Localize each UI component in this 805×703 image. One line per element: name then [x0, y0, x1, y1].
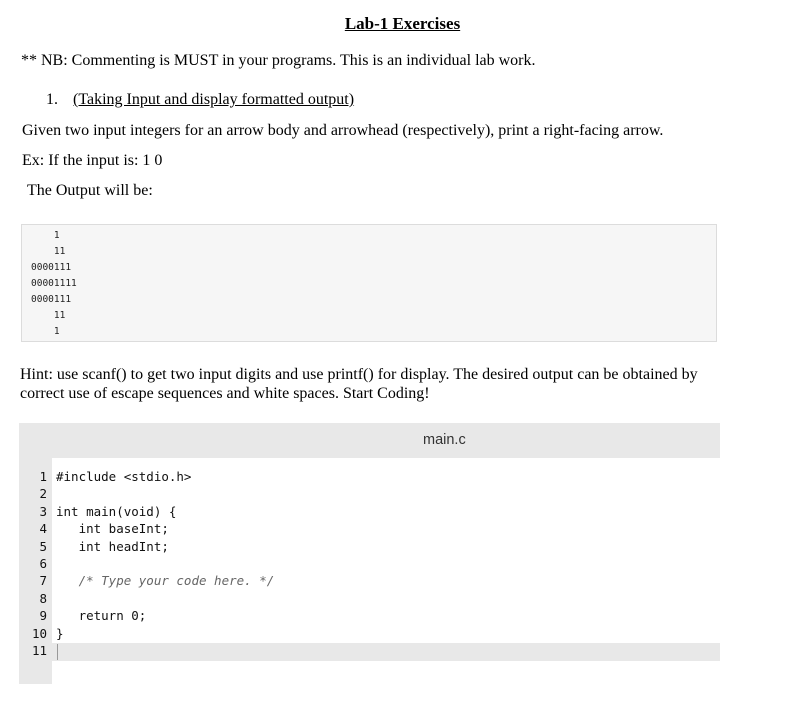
line-number: 4	[39, 521, 47, 537]
line-number: 5	[39, 538, 47, 554]
exercise-description: Given two input integers for an arrow body and arrowhead (respectively), print a right-facing arrow.	[22, 122, 664, 139]
editor-header	[19, 423, 720, 458]
exercise-heading	[46, 90, 354, 110]
code-line-return[interactable]: return 0;	[56, 608, 147, 624]
line-number: 6	[39, 556, 47, 571]
text-cursor	[57, 644, 58, 660]
code-line-main[interactable]: int main(void) {	[56, 503, 177, 519]
line-number: 2	[39, 486, 47, 502]
page-title: Lab-1 Exercises	[344, 14, 461, 33]
output-line: 0000111	[31, 262, 72, 273]
code-line-baseint[interactable]: int baseInt;	[56, 521, 169, 537]
output-line: 1	[31, 326, 60, 337]
line-number: 3	[39, 503, 47, 519]
code-line-close-brace[interactable]: }	[56, 625, 64, 641]
output-line: 11	[31, 246, 66, 257]
hint-text: Hint: use scanf() to get two input digits and use printf() for display. The desired output can be obtained by correct use of escape sequences and white spaces. Start Coding!	[20, 366, 698, 402]
code-line-headint[interactable]: int headInt;	[56, 538, 169, 554]
line-number: 8	[39, 590, 47, 606]
exercise-title: (Taking Input and display formatted output)	[73, 91, 355, 108]
line-number: 9	[39, 608, 47, 624]
file-tab-main-c[interactable]: main.c	[423, 432, 466, 448]
output-line: 0000111	[31, 294, 72, 305]
code-line-include[interactable]: #include <stdio.h>	[56, 469, 192, 484]
line-number: 7	[39, 573, 47, 589]
current-line-highlight	[52, 643, 720, 661]
note-text: ** NB: Commenting is MUST in your programs. This is an individual lab work.	[21, 52, 536, 69]
output-line: 00001111	[31, 278, 77, 289]
exercise-number: 1.	[46, 91, 58, 108]
output-line: 1	[31, 230, 60, 241]
code-line-comment[interactable]: /* Type your code here. */	[56, 573, 275, 589]
output-line: 11	[31, 310, 66, 321]
sample-output-box	[21, 224, 717, 342]
example-input: Ex: If the input is: 1 0	[22, 152, 163, 169]
line-number: 11	[31, 643, 47, 658]
line-number: 1	[39, 469, 47, 484]
line-number: 10	[31, 625, 47, 641]
output-label: The Output will be:	[27, 182, 153, 199]
